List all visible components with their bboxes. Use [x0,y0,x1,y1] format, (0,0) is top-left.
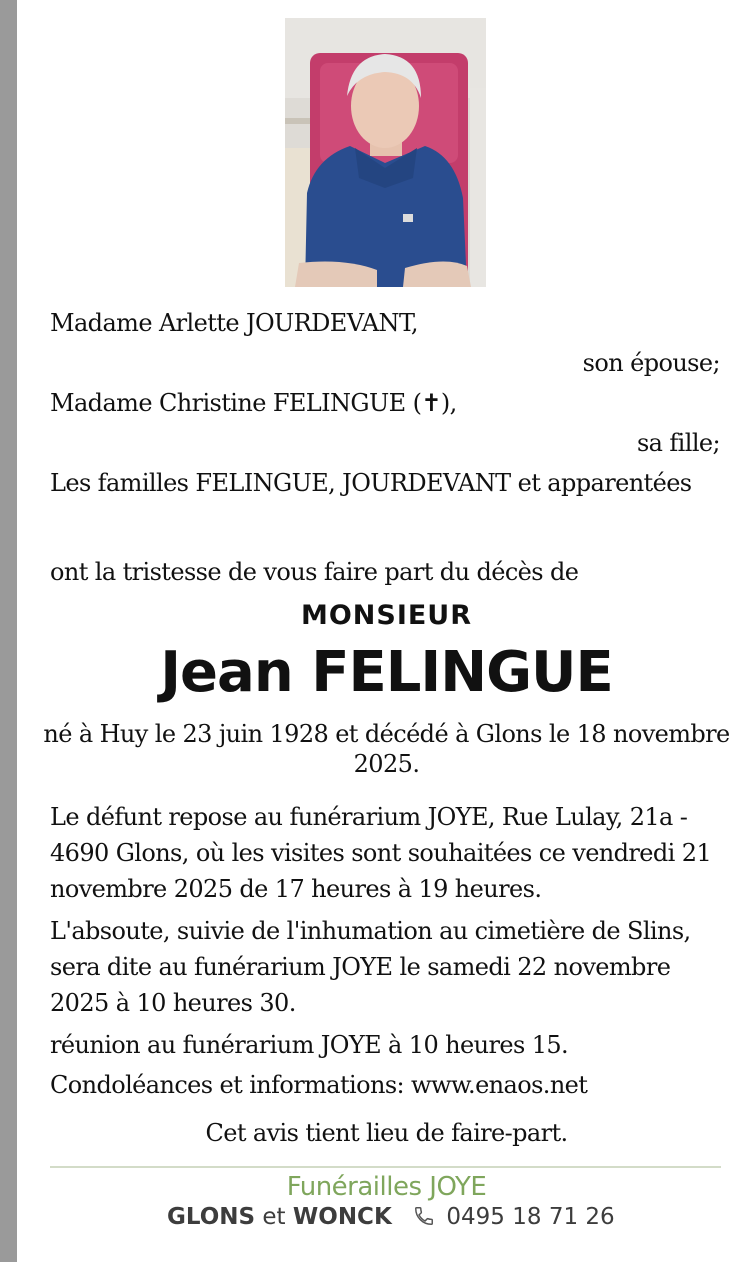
birth-death-line-1: né à Huy le 23 juin 1928 et décédé à Glons le 18 novembre [43,720,730,748]
obituary-page [17,0,756,1262]
phone-number: 0495 18 71 26 [446,1204,615,1230]
visitation-paragraph: Le défunt repose au funérarium JOYE, Rue Lulay, 21a - 4690 Glons, où les visites sont souhaitées ce vendredi 21 novembre 2025 de 17 heures à 19 heures. [50,803,712,903]
closing-note: Cet avis tient lieu de faire-part. [205,1119,568,1147]
deceased-name: Jean FELINGUE [160,640,613,705]
condolences-paragraph: Condoléances et informations: www.enaos.net [50,1071,588,1099]
family-member-2: Madame Christine FELINGUE (✝), [50,389,457,417]
portrait-photo [285,18,486,287]
funeral-home-contact [167,1204,615,1230]
funeral-home-name: Funérailles JOYE [286,1172,487,1202]
meeting-paragraph: réunion au funérarium JOYE à 10 heures 15. [50,1031,569,1059]
family-member-2-role: sa fille; [636,429,720,457]
family-member-1: Madame Arlette JOURDEVANT, [50,309,418,337]
family-member-1-role: son épouse; [582,349,720,377]
phone-icon [413,1205,435,1227]
location-conjunction: et [262,1204,286,1230]
extended-family: Les familles FELINGUE, JOURDEVANT et apparentées [50,469,692,497]
location-glons: GLONS [167,1204,256,1230]
honorific: MONSIEUR [300,600,473,631]
location-wonck: WONCK [292,1204,392,1230]
footer-divider [50,1166,721,1168]
birth-death-line-2: 2025. [353,750,420,778]
announcement-text: ont la tristesse de vous faire part du décès de [50,558,579,586]
ceremony-paragraph: L'absoute, suivie de l'inhumation au cimetière de Slins, sera dite au funérarium JOYE le samedi 22 novembre 2025 à 10 heures 30. [50,917,691,1017]
